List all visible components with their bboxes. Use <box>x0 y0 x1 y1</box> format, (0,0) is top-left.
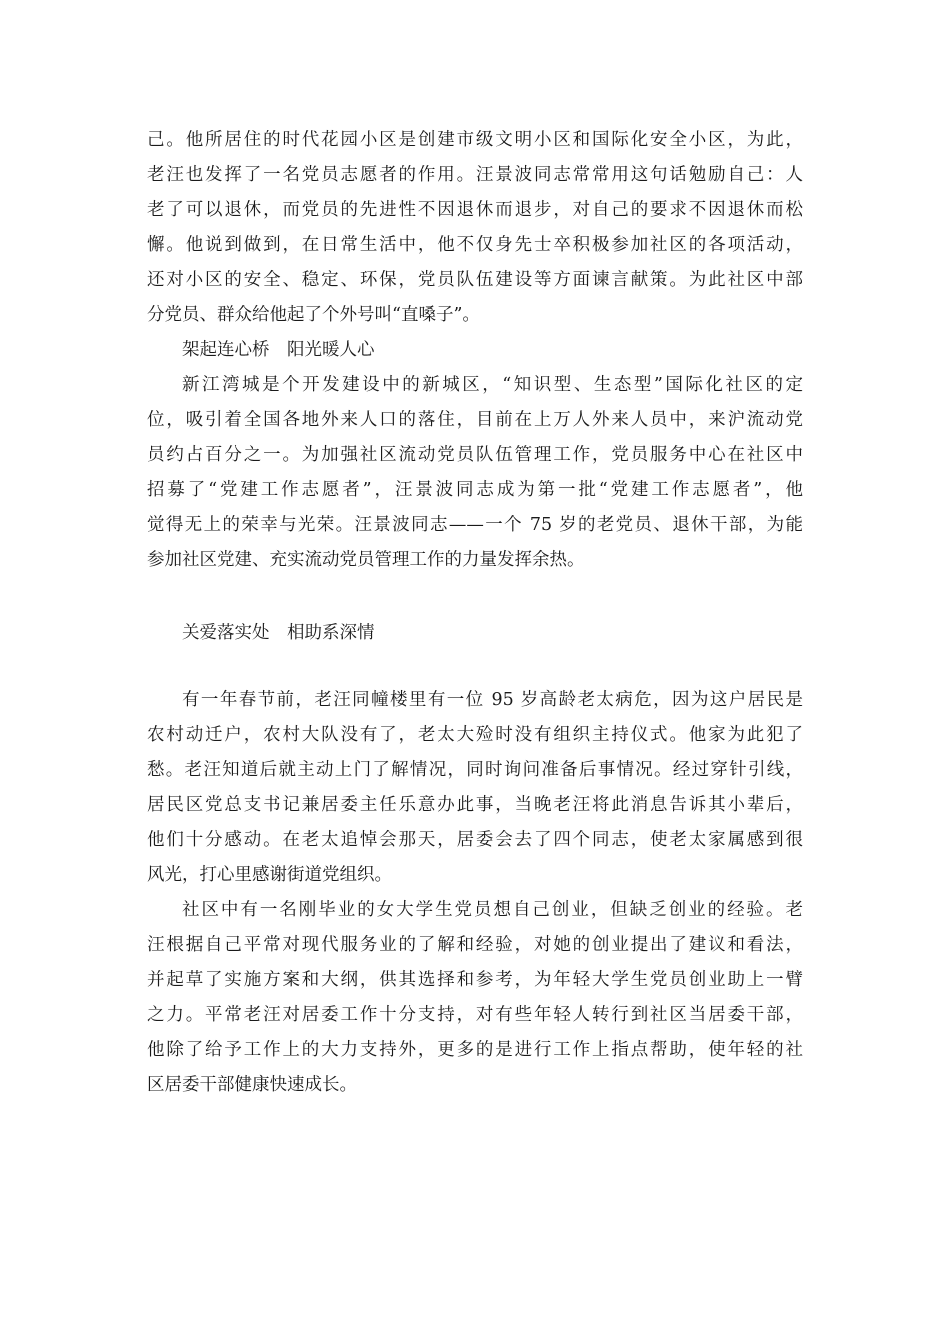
paragraph-line: 并起草了实施方案和大纲，供其选择和参考，为年轻大学生党员创业助上一臂 <box>147 970 803 990</box>
paragraph-line: 老了可以退休，而党员的先进性不因退休而退步，对自己的要求不因退休而松 <box>147 200 803 220</box>
paragraph-line: 老汪也发挥了一名党员志愿者的作用。汪景波同志常常用这句话勉励自己：人 <box>147 165 803 185</box>
section-heading: 架起连心桥 阳光暖人心 <box>182 340 375 360</box>
paragraph-line: 愁。老汪知道后就主动上门了解情况，同时询问准备后事情况。经过穿针引线， <box>147 760 803 780</box>
paragraph-line: 分党员、群众给他起了个外号叫“直嗓子”。 <box>147 305 480 325</box>
paragraph-line: 有一年春节前，老汪同幢楼里有一位 95 岁高龄老太病危，因为这户居民是 <box>182 690 803 710</box>
section-heading: 关爱落实处 相助系深情 <box>182 623 375 643</box>
paragraph-line: 区居委干部健康快速成长。 <box>147 1075 357 1095</box>
paragraph-line: 新江湾城是个开发建设中的新城区，“知识型、生态型”国际化社区的定 <box>182 375 803 395</box>
paragraph-line: 还对小区的安全、稳定、环保，党员队伍建设等方面谏言献策。为此社区中部 <box>147 270 803 290</box>
paragraph-line: 参加社区党建、充实流动党员管理工作的力量发挥余热。 <box>147 550 585 570</box>
paragraph-line: 己。他所居住的时代花园小区是创建市级文明小区和国际化安全小区，为此， <box>147 130 803 150</box>
paragraph-line: 风光，打心里感谢街道党组织。 <box>147 865 392 885</box>
paragraph-line: 位，吸引着全国各地外来人口的落住，目前在上万人外来人员中，来沪流动党 <box>147 410 803 430</box>
paragraph-line: 居民区党总支书记兼居委主任乐意办此事，当晚老汪将此消息告诉其小辈后， <box>147 795 803 815</box>
paragraph-line: 觉得无上的荣幸与光荣。汪景波同志——一个 75 岁的老党员、退休干部，为能 <box>147 515 803 535</box>
paragraph-line: 他们十分感动。在老太追悼会那天，居委会去了四个同志，使老太家属感到很 <box>147 830 803 850</box>
paragraph-line: 社区中有一名刚毕业的女大学生党员想自己创业，但缺乏创业的经验。老 <box>182 900 803 920</box>
paragraph-line: 农村动迁户，农村大队没有了，老太大殓时没有组织主持仪式。他家为此犯了 <box>147 725 803 745</box>
paragraph-line: 之力。平常老汪对居委工作十分支持，对有些年轻人转行到社区当居委干部， <box>147 1005 803 1025</box>
paragraph-line: 他除了给予工作上的大力支持外，更多的是进行工作上指点帮助，使年轻的社 <box>147 1040 803 1060</box>
paragraph-line: 懈。他说到做到，在日常生活中，他不仅身先士卒积极参加社区的各项活动， <box>147 235 803 255</box>
paragraph-line: 招募了“党建工作志愿者”，汪景波同志成为第一批“党建工作志愿者”，他 <box>147 480 803 500</box>
paragraph-line: 汪根据自己平常对现代服务业的了解和经验，对她的创业提出了建议和看法， <box>147 935 803 955</box>
paragraph-line: 员约占百分之一。为加强社区流动党员队伍管理工作，党员服务中心在社区中 <box>147 445 803 465</box>
